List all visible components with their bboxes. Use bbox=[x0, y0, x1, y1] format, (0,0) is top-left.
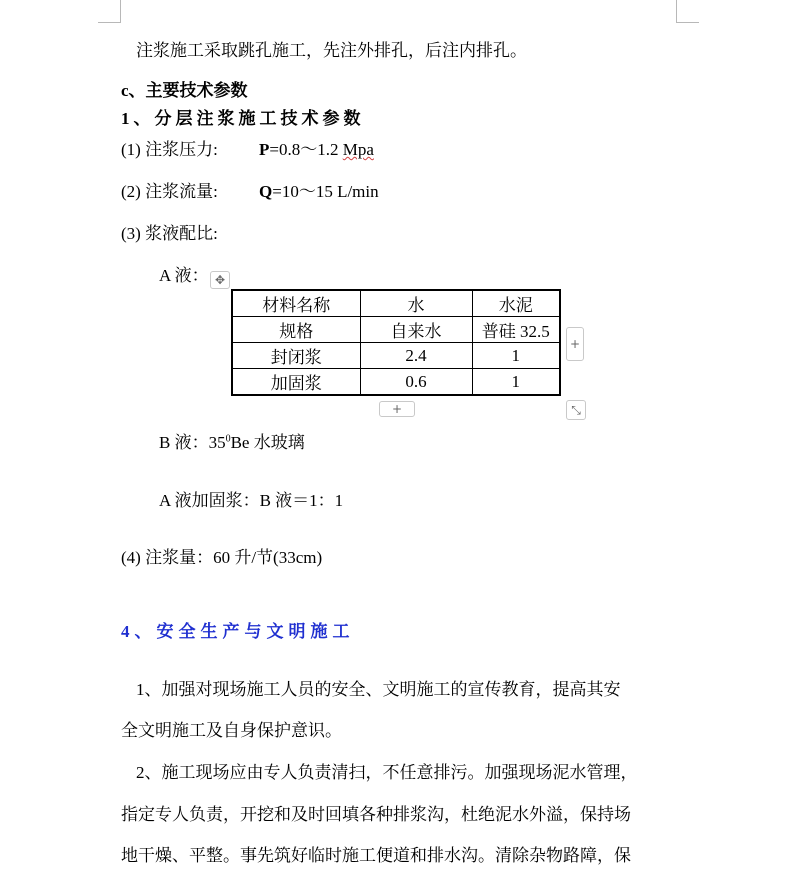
para1-line2: 全文明施工及自身保护意识。 bbox=[121, 721, 342, 740]
table-row bbox=[232, 317, 560, 343]
para2-line1: 2、施工现场应由专人负责清扫，不任意排污。加强现场泥水管理， bbox=[136, 763, 638, 782]
item3-label: (3) 浆液配比: bbox=[121, 224, 218, 243]
table-cell[interactable]: 2.4 bbox=[360, 343, 472, 369]
item4-line: (4) 注浆量：60 升/节(33cm) bbox=[121, 548, 323, 567]
table-move-handle-icon[interactable]: ✥ bbox=[210, 271, 230, 289]
page-corner-mark-left bbox=[98, 0, 121, 23]
mix-ratio-table bbox=[231, 289, 561, 396]
table-cell[interactable]: 0.6 bbox=[360, 369, 472, 396]
table-row bbox=[232, 290, 560, 317]
table-cell[interactable]: 1 bbox=[472, 369, 560, 396]
b-liquid-superscript: 0 bbox=[225, 433, 231, 445]
a-liquid-label: A 液： bbox=[159, 266, 209, 285]
table-cell[interactable]: 材料名称 bbox=[232, 290, 360, 317]
item1-unit: Mpa bbox=[342, 140, 374, 159]
add-column-button[interactable]: + bbox=[566, 327, 584, 361]
table-row bbox=[232, 369, 560, 396]
item1-symbol: P bbox=[259, 140, 270, 159]
item1-range: =0.8～1.2 bbox=[269, 140, 343, 159]
item2-value bbox=[259, 177, 379, 202]
b-liquid-line bbox=[159, 428, 305, 453]
add-row-button[interactable]: + bbox=[379, 401, 415, 417]
section-4-heading: 4、安全生产与文明施工 bbox=[121, 622, 355, 641]
table-resize-handle-icon[interactable]: ⤡ bbox=[566, 400, 586, 420]
subsection-1-heading: 1、分层注浆施工技术参数 bbox=[121, 109, 365, 128]
item2-symbol: Q bbox=[259, 182, 273, 201]
table-cell[interactable]: 水 bbox=[360, 290, 472, 317]
table-cell[interactable]: 规格 bbox=[232, 317, 360, 343]
para2-line3: 地干燥、平整。事先筑好临时施工便道和排水沟。清除杂物路障，保 bbox=[121, 846, 631, 865]
para1-line1: 1、加强对现场施工人员的安全、文明施工的宣传教育，提高其安 bbox=[136, 680, 621, 699]
para2-line2: 指定专人负责，开挖和及时回填各种排浆沟，杜绝泥水外溢，保持场 bbox=[121, 805, 631, 824]
intro-paragraph: 注浆施工采取跳孔施工，先注外排孔，后注内排孔。 bbox=[136, 41, 527, 60]
ratio-line: A 液加固浆：B 液＝1：1 bbox=[159, 491, 344, 510]
item2-range: =10～15 L/min bbox=[272, 182, 379, 201]
section-c-heading: c、主要技术参数 bbox=[121, 81, 248, 100]
b-liquid-suffix: Be 水玻璃 bbox=[230, 433, 305, 452]
table-row bbox=[232, 343, 560, 369]
item1-value bbox=[259, 135, 374, 160]
item2-label: (2) 注浆流量: bbox=[121, 182, 218, 201]
item1-label: (1) 注浆压力: bbox=[121, 140, 218, 159]
table-cell[interactable]: 加固浆 bbox=[232, 369, 360, 396]
table-cell[interactable]: 自来水 bbox=[360, 317, 472, 343]
table-cell[interactable]: 1 bbox=[472, 343, 560, 369]
table-cell[interactable]: 封闭浆 bbox=[232, 343, 360, 369]
b-liquid-prefix: B 液：35 bbox=[159, 433, 226, 452]
table-cell[interactable]: 水泥 bbox=[472, 290, 560, 317]
table-cell[interactable]: 普硅 32.5 bbox=[472, 317, 560, 343]
page-corner-mark-right bbox=[676, 0, 699, 23]
